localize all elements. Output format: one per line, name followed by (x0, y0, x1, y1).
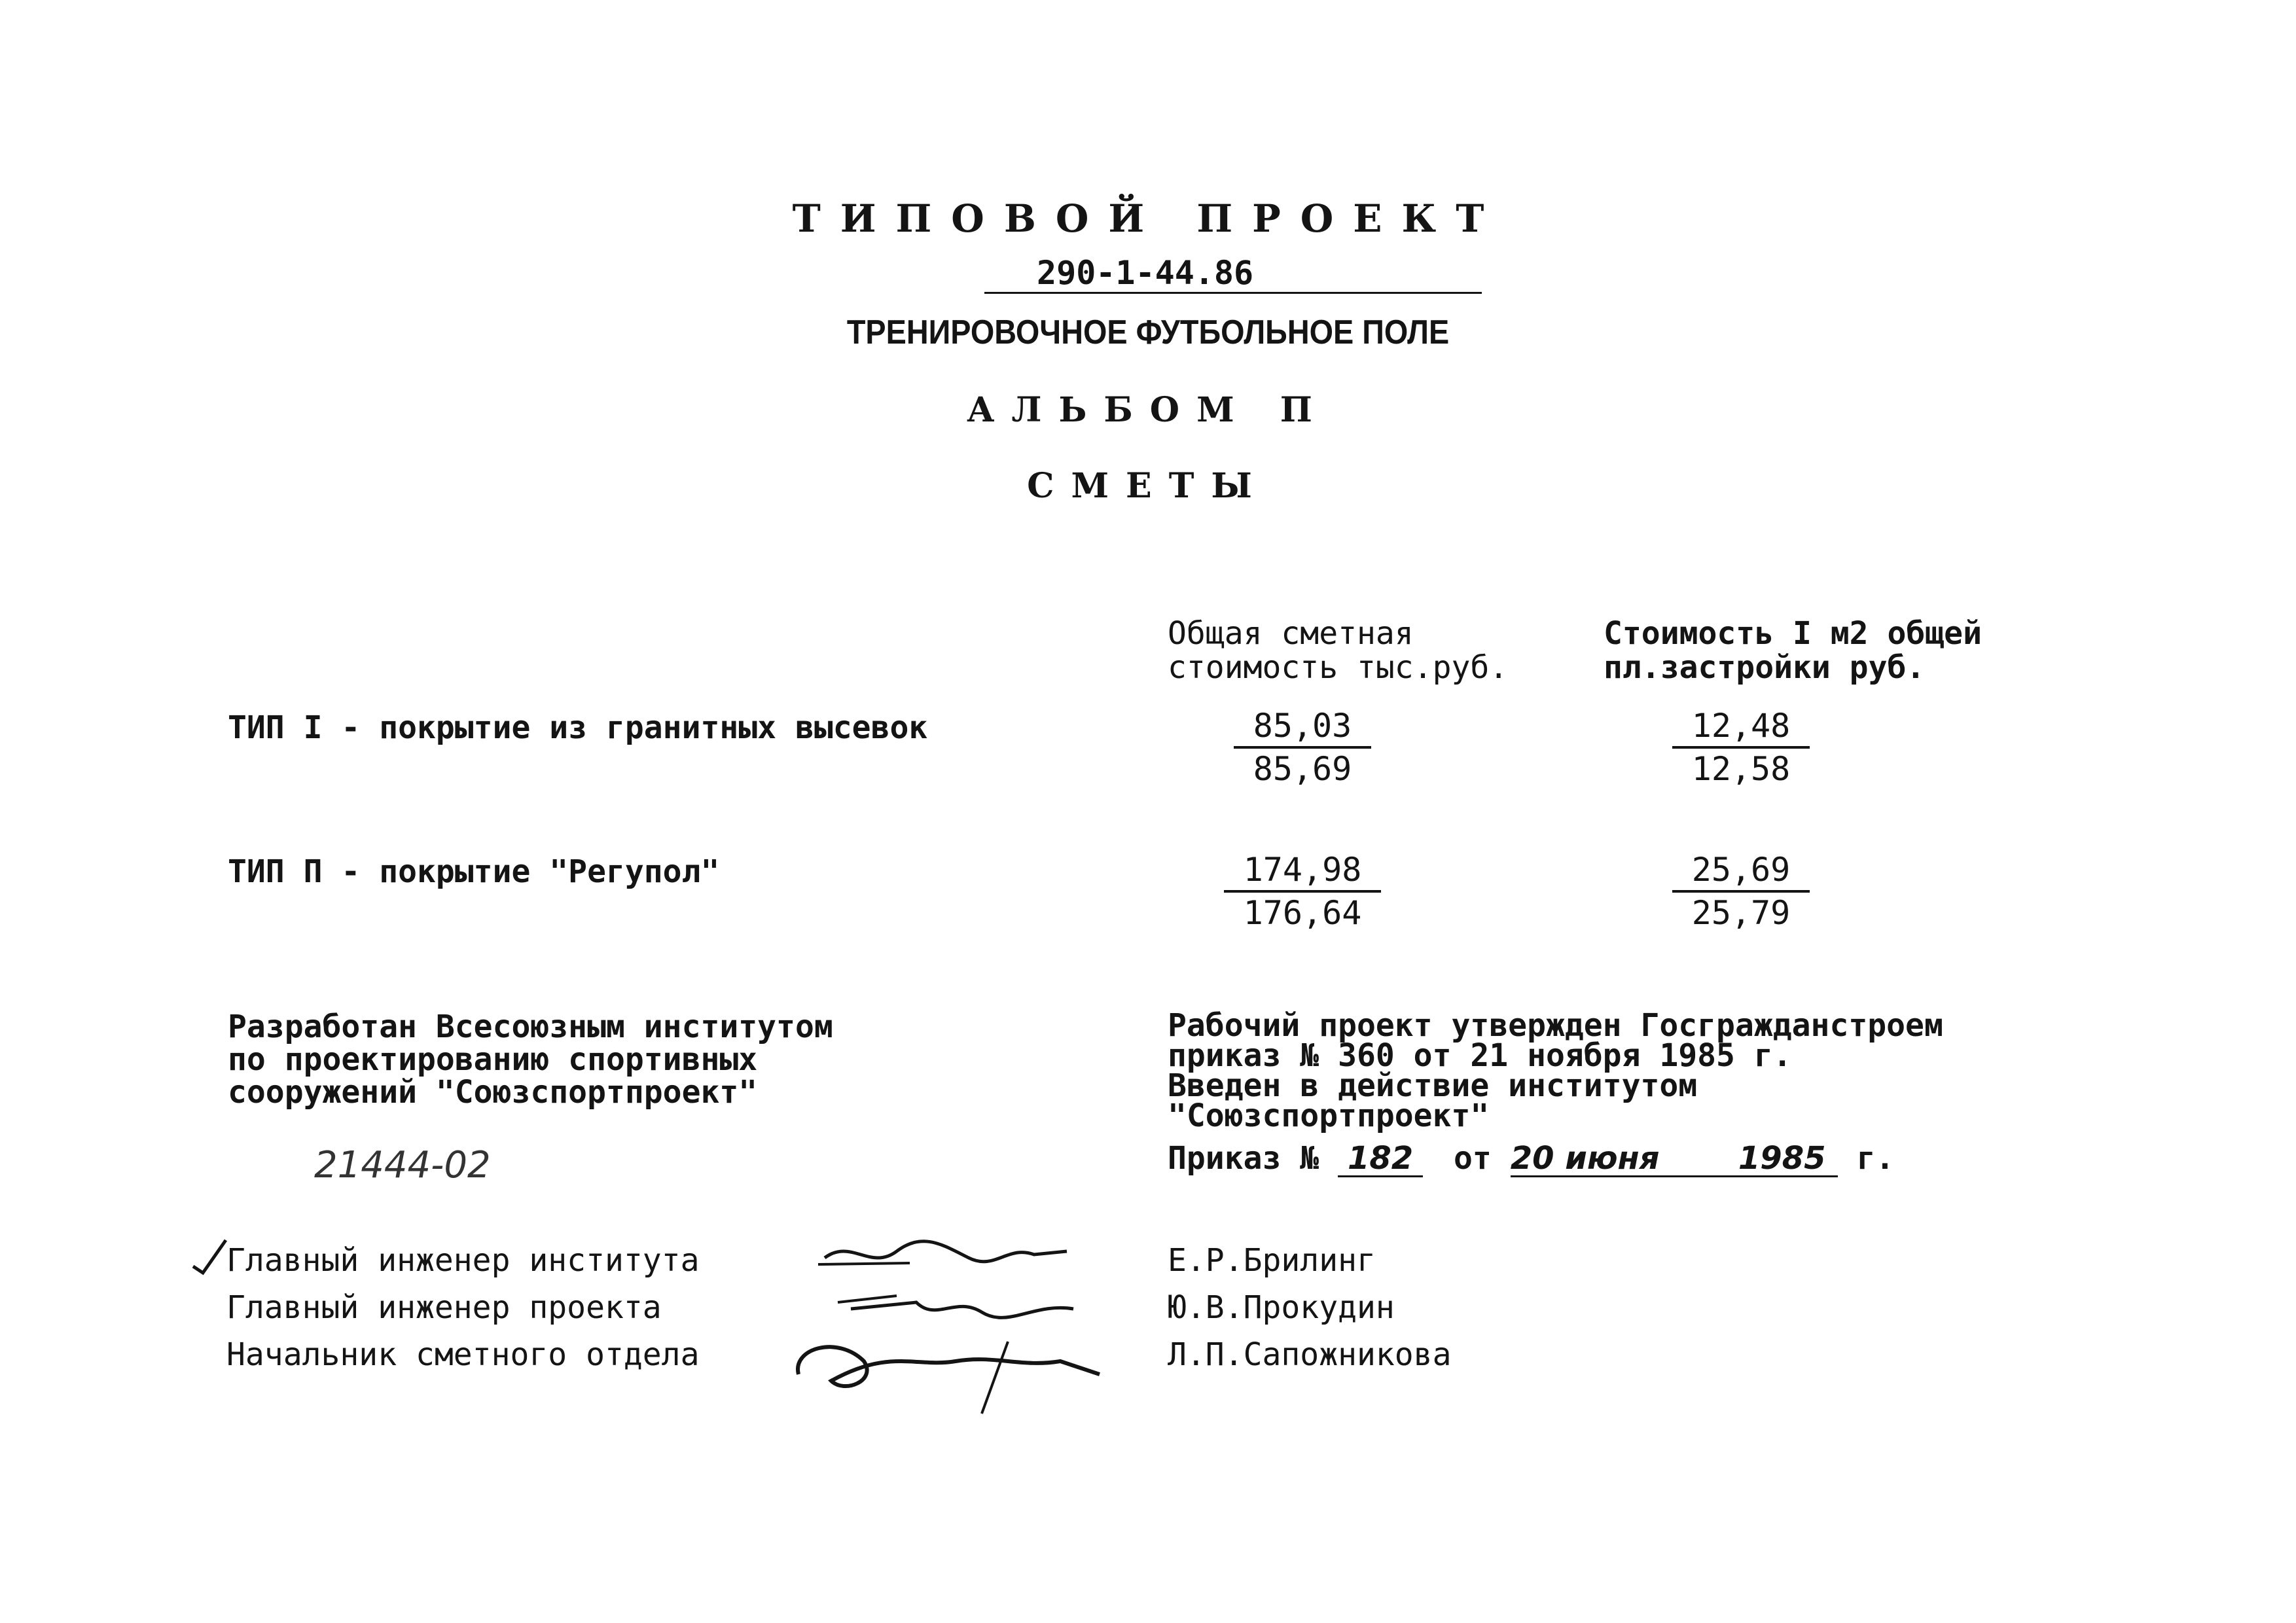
check-mark-icon (190, 1237, 229, 1276)
signature-1-icon (812, 1232, 1086, 1284)
project-name: ТРЕНИРОВОЧНОЕ ФУТБОЛЬНОЕ ПОЛЕ (846, 313, 1450, 351)
order-line: Приказ № 182 от 20 июня 1985 г. (1168, 1140, 1895, 1177)
table-row-label: ТИП П - покрытие "Регупол" (228, 853, 720, 890)
unit-top: 12,48 (1672, 705, 1810, 749)
signature-roles (226, 1237, 699, 1378)
row2-unit-cost (1656, 849, 1826, 933)
signature-persons (1168, 1237, 1451, 1378)
signature-3-icon (785, 1322, 1126, 1427)
unit-bottom: 12,58 (1691, 750, 1791, 788)
row1-total-cost (1217, 705, 1388, 789)
order-date: 20 июня (1511, 1141, 1727, 1177)
signature-person: Л.П.Сапожникова (1168, 1336, 1452, 1373)
order-number: 182 (1338, 1141, 1423, 1177)
table-row-label: ТИП I - покрытие из гранитных высевок (228, 709, 928, 746)
signature-role: Главный инженер проекта (226, 1289, 662, 1326)
signature-person: Е.Р.Брилинг (1168, 1242, 1376, 1279)
cost-bottom: 176,64 (1243, 894, 1362, 932)
document-type-title: ТИПОВОЙ ПРОЕКТ (792, 196, 1504, 241)
album-label: АЛЬБОМ П (967, 390, 1329, 430)
row1-unit-cost (1656, 705, 1826, 789)
inventory-number: 21444-02 (314, 1144, 491, 1186)
unit-top: 25,69 (1672, 849, 1810, 893)
row2-total-cost (1217, 849, 1388, 933)
project-code: 290-1-44.86 (0, 254, 2296, 294)
signature-person: Ю.В.Прокудин (1168, 1289, 1395, 1326)
cost-top: 85,03 (1234, 705, 1372, 749)
signature-role: Начальник сметного отдела (226, 1336, 700, 1373)
signature-role: Главный инженер института (226, 1242, 700, 1279)
cost-bottom: 85,69 (1253, 750, 1352, 788)
unit-bottom: 25,79 (1691, 894, 1791, 932)
approval-block: Рабочий проект утвержден Госгражданстроем приказ № 360 от 21 ноября 1985 г. Введен в действие институтом "Союзспортпроект" (1168, 1007, 1943, 1134)
developer-block: Разработан Всесоюзным институтом по проектированию спортивных сооружений "Союзспортпроект" (228, 1008, 833, 1111)
col-unit-cost-header: Стоимость I м2 общей пл.застройки руб. (1604, 615, 1982, 686)
order-year: 1985 (1727, 1141, 1838, 1177)
col-total-cost-header: Общая сметная стоимость тыс.руб. (1168, 615, 1509, 686)
cost-top: 174,98 (1224, 849, 1382, 893)
section-label: СМЕТЫ (1027, 466, 1269, 506)
